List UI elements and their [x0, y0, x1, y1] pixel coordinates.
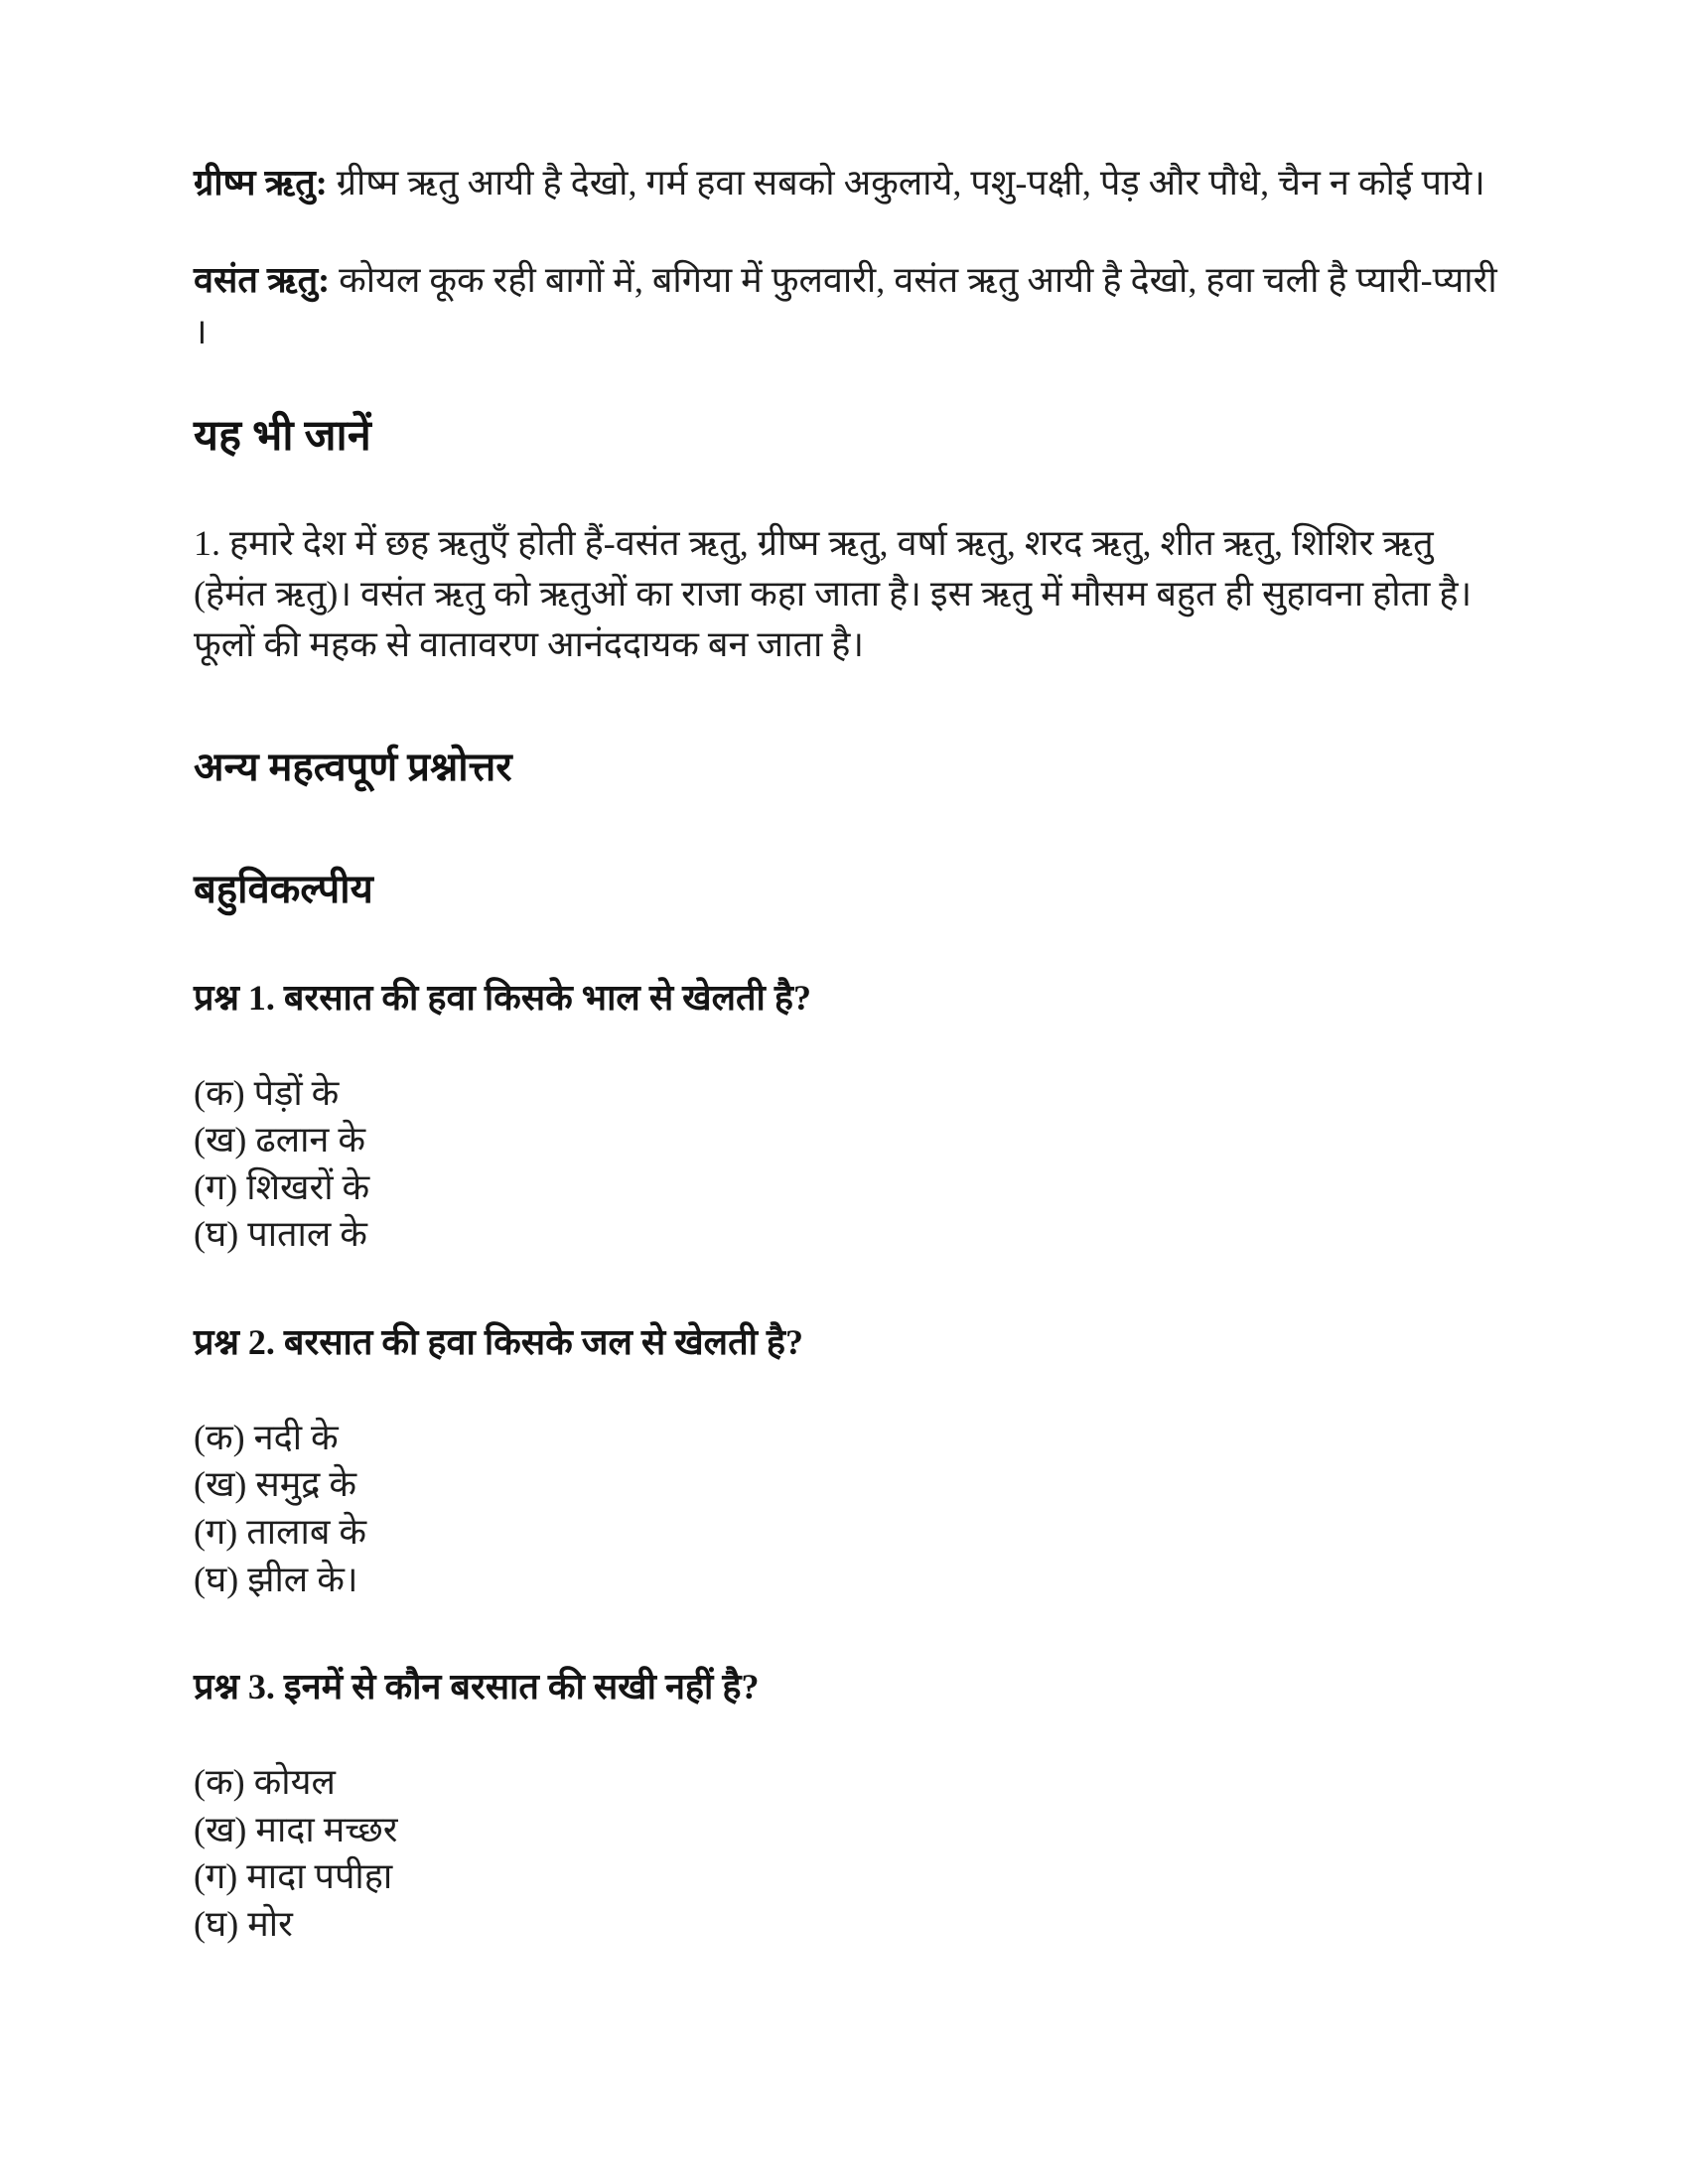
option-ga: (ग) तालाब के	[194, 1511, 367, 1552]
paragraph-text: ग्रीष्म ऋतु आयी है देखो, गर्म हवा सबको अकुलाये, पशु-पक्षी, पेड़ और पौधे, चैन न कोई पाये।	[327, 163, 1485, 203]
question-1-options	[194, 1070, 1509, 1259]
option-gha: (घ) मोर	[194, 1903, 293, 1944]
option-kha: (ख) ढलान के	[194, 1120, 366, 1160]
question-3-options	[194, 1759, 1509, 1948]
paragraph-label: ग्रीष्म ऋतु:	[194, 163, 328, 203]
paragraph-label: वसंत ऋतु:	[194, 260, 331, 301]
paragraph-vasant-ritu	[194, 254, 1509, 357]
question-1-title: प्रश्न 1. बरसात की हवा किसके भाल से खेलती है?	[194, 977, 811, 1018]
option-ga: (ग) मादा पपीहा	[194, 1856, 393, 1897]
option-gha: (घ) झील के।	[194, 1559, 358, 1599]
question-3-title: प्रश्न 3. इनमें से कौन बरसात की सखी नहीं है?	[194, 1667, 760, 1707]
paragraph-text: कोयल कूक रही बागों में, बगिया में फुलवारी, वसंत ऋतु आयी है देखो, हवा चली है प्यारी-प्यारी ।	[194, 260, 1497, 352]
section-heading-other-questions: अन्य महत्वपूर्ण प्रश्नोत्तर	[194, 744, 512, 789]
paragraph-know-more-body: 1. हमारे देश में छह ऋतुएँ होती हैं-वसंत ऋतु, ग्रीष्म ऋतु, वर्षा ऋतु, शरद ऋतु, शीत ऋतु, शिशिर ऋतु (हेमंत ऋतु)। वसंत ऋतु को ऋतुओं का राजा कहा जाता है। इस ऋतु में मौसम बहुत ही सुहावना होता है। फूलों की महक से वातावरण आनंददायक बन जाता है।	[194, 522, 1473, 664]
document-content	[194, 157, 1509, 1948]
option-kha: (ख) समुद्र के	[194, 1464, 357, 1505]
paragraph-greeshma-ritu	[194, 157, 1509, 208]
question-2-title: प्रश्न 2. बरसात की हवा किसके जल से खेलती है?	[194, 1321, 804, 1362]
option-ka: (क) नदी के	[194, 1417, 339, 1457]
question-2-options	[194, 1415, 1509, 1603]
option-gha: (घ) पाताल के	[194, 1214, 367, 1255]
option-ka: (क) कोयल	[194, 1762, 336, 1803]
option-kha: (ख) मादा मच्छर	[194, 1809, 398, 1849]
option-ga: (ग) शिखरों के	[194, 1166, 370, 1207]
option-ka: (क) पेड़ों के	[194, 1072, 340, 1113]
section-heading-multiple-choice: बहुविकल्पीय	[194, 866, 373, 911]
section-heading-know-more: यह भी जानें	[194, 412, 371, 460]
